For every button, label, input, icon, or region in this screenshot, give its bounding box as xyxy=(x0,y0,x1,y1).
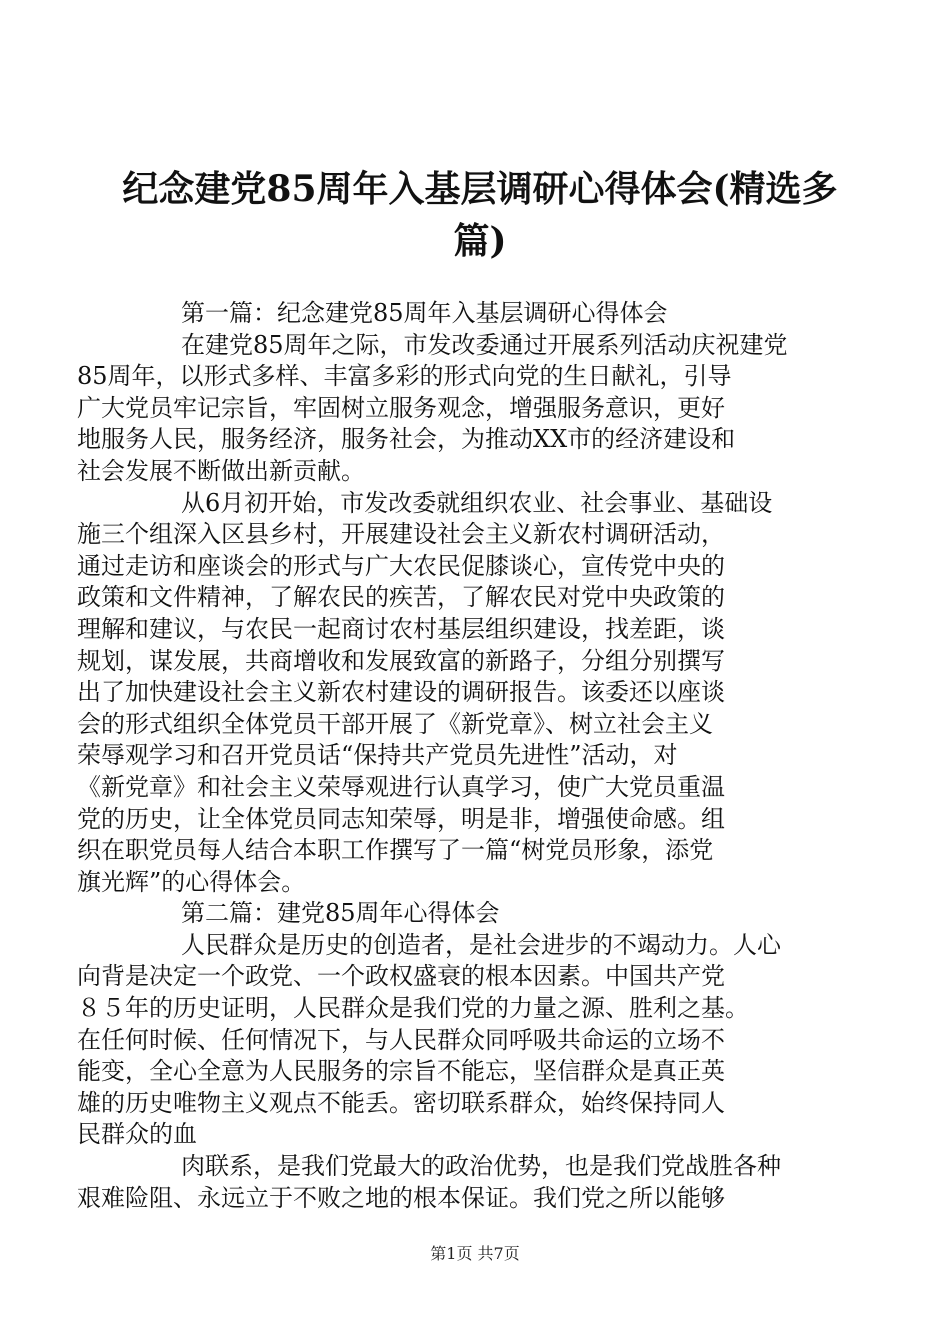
text-line: 党的历史，让全体党员同志知荣辱，明是非，增强使命感。组 xyxy=(77,804,725,833)
text-line: 在建党85周年之际，市发改委通过开展系列活动庆祝建党 xyxy=(181,330,788,359)
text-line: 社会发展不断做出新贡献。 xyxy=(77,456,365,485)
text-line: 规划，谋发展，共商增收和发展致富的新路子，分组分别撰写 xyxy=(77,646,725,675)
text-line: 艰难险阻、永远立于不败之地的根本保证。我们党之所以能够 xyxy=(77,1183,725,1212)
text-line: 向背是决定一个政党、一个政权盛衰的根本因素。中国共产党 xyxy=(77,962,725,991)
text-line: 施三个组深入区县乡村，开展建设社会主义新农村调研活动， xyxy=(77,520,725,549)
section-heading xyxy=(129,298,829,330)
text-line: 织在职党员每人结合本职工作撰写了一篇“树党员形象，添党 xyxy=(77,836,714,865)
title-line: 篇) xyxy=(453,220,507,262)
text-line: 地服务人民，服务经济，服务社会，为推动XX市的经济建设和 xyxy=(77,425,736,454)
text-line: 在任何时候、任何情况下，与人民群众同呼吸共命运的立场不 xyxy=(77,1025,725,1054)
text-line: 从6月初开始，市发改委就组织农业、社会事业、基础设 xyxy=(181,488,773,517)
text-line: 能变，全心全意为人民服务的宗旨不能忘，坚信群众是真正英 xyxy=(77,1057,725,1086)
paragraph xyxy=(77,488,829,899)
paragraph xyxy=(77,330,829,488)
text-line: 第二篇：建党85周年心得体会 xyxy=(181,899,500,928)
text-line: 荣辱观学习和召开党员话“保持共产党员先进性”活动，对 xyxy=(77,741,678,770)
text-line: 政策和文件精神，了解农民的疾苦，了解农民对党中央政策的 xyxy=(77,583,725,612)
text-line: 肉联系，是我们党最大的政治优势，也是我们党战胜各种 xyxy=(181,1152,781,1181)
section-heading xyxy=(129,898,829,930)
text-line: ８５年的历史证明，人民群众是我们党的力量之源、胜利之基。 xyxy=(77,994,749,1023)
text-line: 《新党章》和社会主义荣辱观进行认真学习，使广大党员重温 xyxy=(77,772,725,801)
text-line: 广大党员牢记宗旨，牢固树立服务观念，增强服务意识，更好 xyxy=(77,393,725,422)
text-line: 通过走访和座谈会的形式与广大农民促膝谈心，宣传党中央的 xyxy=(77,551,725,580)
paragraph xyxy=(77,930,829,1151)
document-title xyxy=(120,163,840,267)
text-line: 民群众的血 xyxy=(77,1120,197,1149)
text-line: 第一篇：纪念建党85周年入基层调研心得体会 xyxy=(181,299,668,327)
text-line: 出了加快建设社会主义新农村建设的调研报告。该委还以座谈 xyxy=(77,678,725,707)
text-line: 人民群众是历史的创造者，是社会进步的不竭动力。人心 xyxy=(181,930,781,959)
text-line: 85周年，以形式多样、丰富多彩的形式向党的生日献礼，引导 xyxy=(77,362,732,391)
text-line: 旗光辉”的心得体会。 xyxy=(77,867,306,896)
text-line: 雄的历史唯物主义观点不能丢。密切联系群众，始终保持同人 xyxy=(77,1088,725,1117)
text-line: 会的形式组织全体党员干部开展了《新党章》、树立社会主义 xyxy=(77,709,713,738)
text-line: 理解和建议，与农民一起商讨农村基层组织建设，找差距，谈 xyxy=(77,614,725,643)
document-body xyxy=(77,298,829,1214)
title-line: 纪念建党85周年入基层调研心得体会(精选多 xyxy=(122,168,838,210)
paragraph xyxy=(77,1151,829,1214)
page-footer: 第1页 共7页 xyxy=(430,1244,520,1263)
